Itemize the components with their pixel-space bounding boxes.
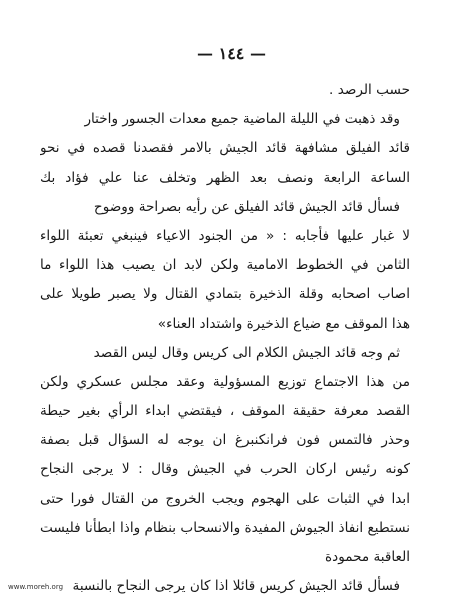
text-line: فسأل قائد الجيش قائد الفيلق عن رأيه بصراحة ووضوح (93, 198, 400, 215)
text-line: الساعة الرابعة ونصف بعد الظهر وتخلف عنا علي فؤاد بك (40, 169, 410, 186)
page-number: — ١٤٤ — (197, 44, 266, 63)
text-line: فسأل قائد الجيش كريس قائلا اذا كان يرجى النجاح بالنسبة (72, 578, 400, 595)
text-line: الثامن في الخطوط الامامية ولكن لابد ان يصيب هذا اللواء ما (40, 257, 410, 274)
text-line: وقد ذهبت في الليلة الماضية جميع معدات الجسور واختار (84, 111, 400, 128)
text-line: ابدا في الثبات على الهجوم ويجب الخروج من القتال فورا حتى (40, 490, 410, 507)
text-line: القصد معرفة حقيقة الموقف ، فيقتضي ابداء الرأي بغير حيطة (40, 403, 410, 420)
text-line: هذا الموقف مع ضياع الذخيرة واشتداد العناء» (157, 315, 410, 332)
text-line: كونه رئيس اركان الحرب في الجيش وقال : لا يرجى النجاح (40, 461, 410, 478)
body-text (40, 76, 410, 601)
text-line: قائد الفيلق مشافهة قائد الجيش بالامر فقصدنا قصده في نحو (40, 140, 410, 157)
text-line: لا غبار عليها فأجابه : « من الجنود الاعياء فينبغي تعبئة اللواء (40, 227, 410, 244)
text-line: من هذا الاجتماع توزيع المسؤولية وعقد مجلس عسكري ولكن (40, 373, 410, 390)
text-line: حسب الرصد . (329, 82, 410, 98)
text-line: نستطيع انفاذ الجيوش المفيدة والانسحاب بنظام واذا ابطأنا فليست (40, 519, 410, 536)
text-line: اصاب اصحابه وقلة الذخيرة بتمادي القتال ولا يصبر طويلا على (40, 286, 410, 303)
text-line: العاقبة محمودة (325, 549, 410, 565)
site-watermark: www.moreh.org (8, 583, 64, 591)
text-line: ثم وجه قائد الجيش الكلام الى كريس وقال ليس القصد (93, 344, 400, 361)
text-line: وحذر فالتمس فون فرانكنبرغ ان يوجه له السؤال قبل بصفة (40, 432, 410, 449)
